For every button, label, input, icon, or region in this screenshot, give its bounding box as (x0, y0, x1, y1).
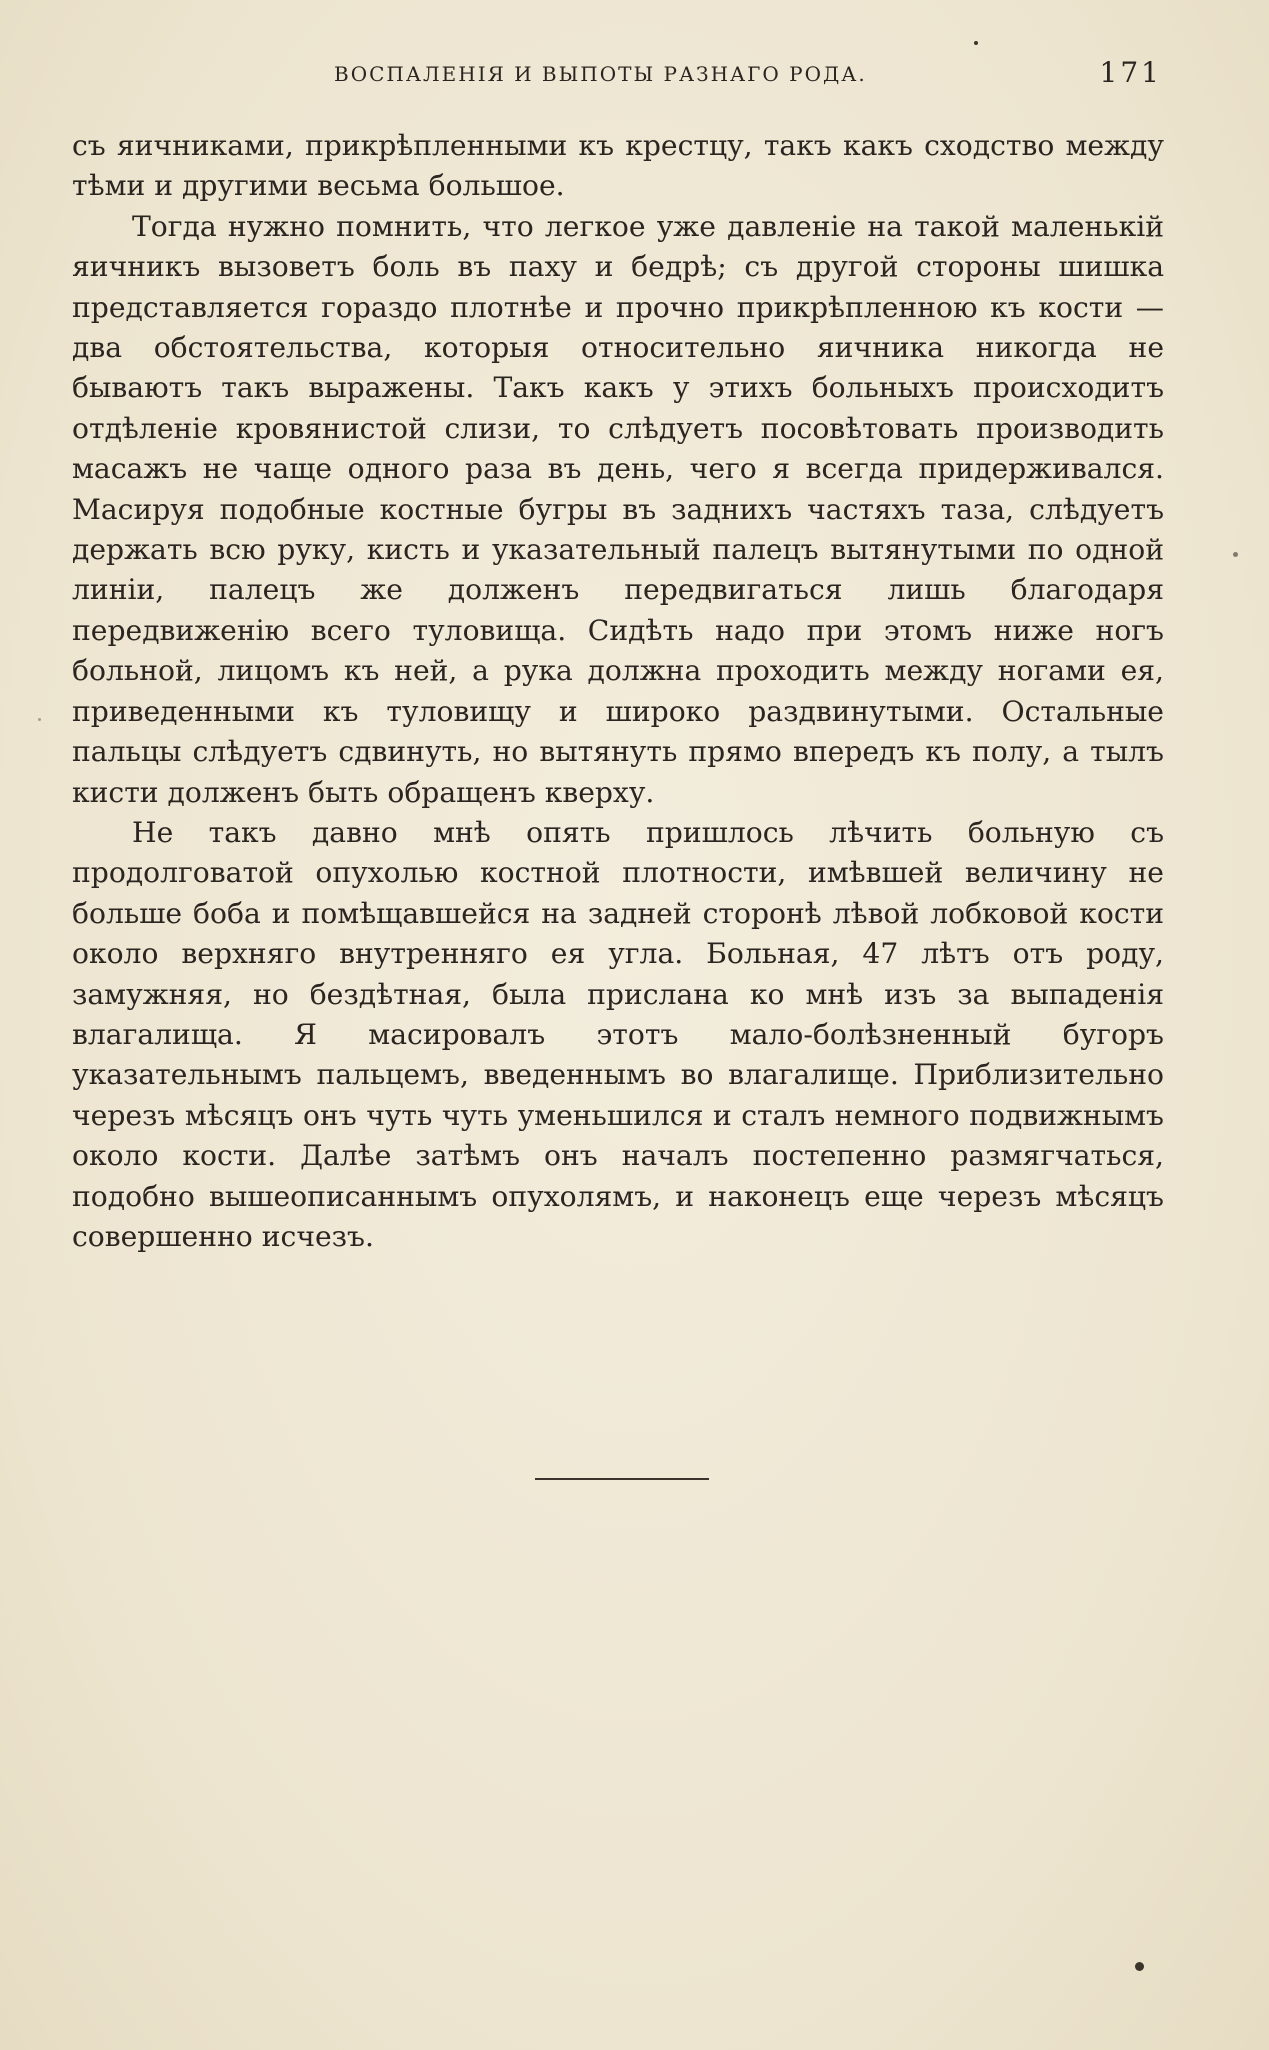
ink-speck (1233, 552, 1238, 557)
end-rule (535, 1478, 709, 1480)
running-title: ВОСПАЛЕНІЯ И ВЫПОТЫ РАЗНАГО РОДА. (334, 62, 867, 86)
ink-speck (1135, 1962, 1144, 1971)
paragraph: Не такъ давно мнѣ опять пришлось лѣчить больную съ продолговатой опухолью костной плотности, имѣвшей величину не больше боба и помѣщавшейся на задней сторонѣ лѣвой лобковой кости около верхняго внутренняго ея угла. Больная, 47 лѣтъ отъ роду, замужняя, но бездѣтная, была прислана ко мнѣ изъ за выпаденія влагалища. Я масировалъ этотъ мало-болѣзненный бугоръ указательнымъ пальцемъ, введеннымъ во влагалище. Приблизительно черезъ мѣсяцъ онъ чуть чуть уменьшился и сталъ немного подвижнымъ около кости. Далѣе затѣмъ онъ началъ постепенно размягчаться, подобно вышеописаннымъ опухолямъ, и наконецъ еще черезъ мѣсяцъ совершенно исчезъ. (72, 815, 1164, 1253)
ink-speck (974, 41, 978, 45)
paragraph: Тогда нужно помнить, что легкое уже давленіе на такой маленькій яичникъ вызоветъ боль въ паху и бедрѣ; съ другой стороны шишка представляется гораздо плотнѣе и прочно прикрѣпленною къ кости — два обстоятельства, которыя относительно яичника никогда не бываютъ такъ выражены. Такъ какъ у этихъ больныхъ происходитъ отдѣленіе кровянистой слизи, то слѣдуетъ посовѣтовать производить масажъ не чаще одного раза въ день, чего я всегда придерживался. Масируя подобные костные бугры въ заднихъ частяхъ таза, слѣдуетъ держать всю руку, кисть и указательный палецъ вытянутыми по одной линіи, палецъ же долженъ передвигаться лишь благодаря передвиженію всего туловища. Сидѣть надо при этомъ ниже ногъ больной, лицомъ къ ней, а рука должна проходить между ногами ея, приведенными къ туловищу и широко раздвинутыми. Остальные пальцы слѣдуетъ сдвинуть, но вытянуть прямо впередъ къ полу, а тылъ кисти долженъ быть обращенъ кверху. (72, 209, 1164, 809)
page-header (72, 56, 1162, 98)
paragraph-continuation: съ яичниками, прикрѣпленными къ крестцу, такъ какъ сходство между тѣми и другими весьма большое. (72, 129, 1164, 203)
body-text (72, 126, 1164, 1257)
ink-speck (38, 718, 41, 721)
page-number: 171 (1099, 56, 1162, 89)
